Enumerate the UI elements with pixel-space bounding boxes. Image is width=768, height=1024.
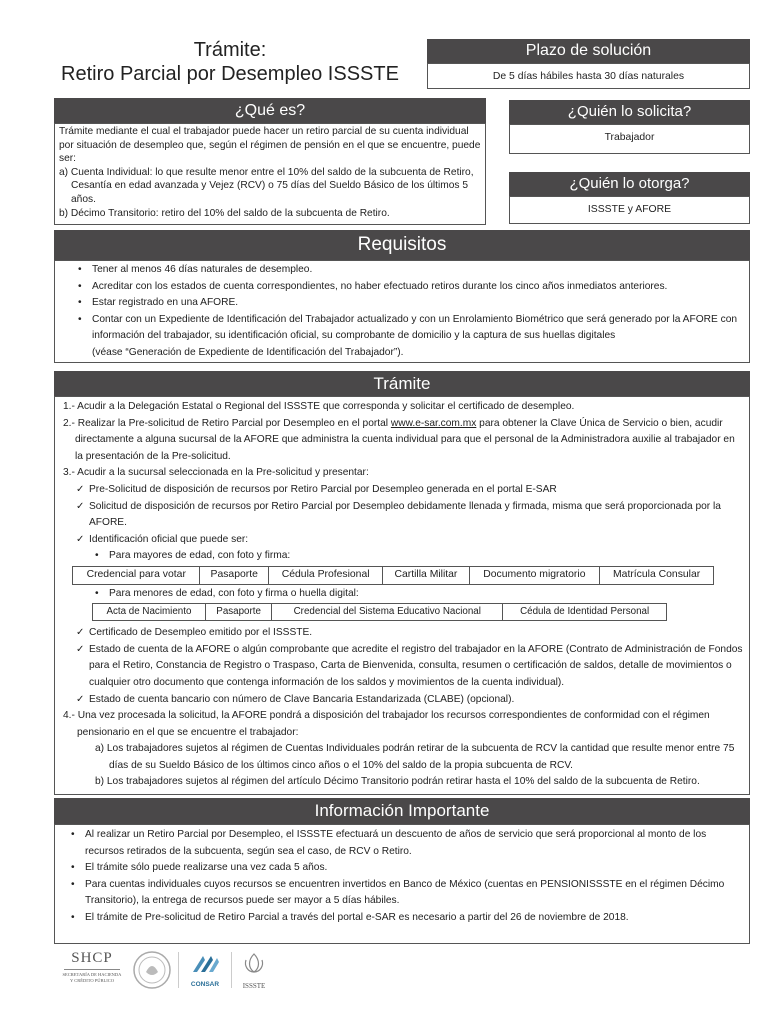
list-item: • El trámite de Pre-solicitud de Retiro Parcial a través del portal e-SAR es necesario a partir del 26 de noviembre de 2018. — [85, 910, 743, 927]
tramite-checks-a — [63, 482, 743, 548]
quien-otorga-header: ¿Quién lo otorga? — [509, 172, 750, 196]
list-item-continuation: (véase “Generación de Expediente de Identificación del Trabajador”). — [92, 346, 404, 358]
tramite-header: Trámite — [54, 371, 750, 396]
table-cell: Documento migratorio — [469, 566, 600, 584]
check-item: ✓ Estado de cuenta de la AFORE o algún comprobante que acredite el registro del trabajador en la AFORE (Contrato de Administración de Fondos para el Retiro, Constancia de Registro o Traspaso, Carta de Bienvenida, consulta, resumen o certificación de saldos, detalle de movimientos o cualquier otro documento que contenga información de los saldos y movimientos de la cuenta individual). — [89, 642, 743, 692]
title-line-2: Retiro Parcial por Desempleo ISSSTE — [61, 63, 399, 85]
tramite-checks-b — [63, 625, 743, 708]
quien-otorga-value: ISSSTE y AFORE — [509, 196, 750, 224]
info-list — [85, 827, 743, 927]
check-item: ✓ Estado de cuenta bancario con número de Clave Bancaria Estandarizada (CLABE) (opcional). — [89, 692, 743, 709]
mayores-label: • Para mayores de edad, con foto y firma: — [109, 548, 743, 565]
info-body — [54, 824, 750, 944]
que-es-item-a: a) Cuenta Individual: lo que resulte menor entre el 10% del saldo de la subcuenta de Retiro, Cesantía en edad avanzada y Vejez (RCV) o 75 días del Sueldo Básico de los últimos 5 años. — [59, 166, 474, 205]
table-cell: Acta de Nacimiento — [93, 603, 206, 621]
info-header: Información Importante — [54, 798, 750, 824]
requisitos-list — [92, 262, 743, 362]
requisitos-body — [54, 260, 750, 363]
tramite-step-4b: b) Los trabajadores sujetos al régimen del artículo Décimo Transitorio podrán retirar hasta el 10% del saldo de la subcuenta de Retiro. — [95, 776, 700, 788]
table-cell: Matrícula Consular — [600, 566, 714, 584]
tramite-step-4: 4.- Una vez procesada la solicitud, la AFORE pondrá a disposición del trabajador los recursos correspondientes de conformidad con el régimen pensionario en el que se encuentre el trabajador: — [63, 710, 710, 738]
table-cell: Pasaporte — [205, 603, 271, 621]
que-es-item-b: b) Décimo Transitorio: retiro del 10% del saldo de la subcuenta de Retiro. — [59, 207, 390, 219]
shcp-logo — [60, 950, 124, 990]
tramite-step-2-pre: 2.- Realizar la Pre-solicitud de Retiro Parcial por Desempleo en el portal — [63, 417, 391, 429]
quien-solicita-value: Trabajador — [509, 124, 750, 154]
que-es-body — [54, 123, 486, 225]
issste-logo — [236, 950, 272, 990]
menores-label: • Para menores de edad, con foto y firma o huella digital: — [109, 586, 743, 603]
mayores-list — [63, 548, 743, 565]
table-cell: Cédula Profesional — [268, 566, 382, 584]
quien-solicita-header: ¿Quién lo solicita? — [509, 100, 750, 124]
table-cell: Pasaporte — [200, 566, 269, 584]
menores-list — [63, 586, 743, 603]
esar-link[interactable]: www.e-sar.com.mx — [390, 417, 477, 429]
que-es-header: ¿Qué es? — [54, 98, 486, 123]
title-line-1: Trámite: — [193, 39, 267, 61]
mexico-seal-icon — [132, 950, 172, 990]
tramite-step-2 — [63, 416, 743, 466]
shcp-logo-text: SHCP — [71, 950, 113, 966]
table-row — [73, 566, 714, 584]
page-title — [60, 38, 400, 86]
docs-menores-table — [92, 603, 667, 622]
list-item: • Tener al menos 46 días naturales de desempleo. — [92, 262, 743, 279]
docs-mayores-table — [72, 566, 714, 585]
plazo-header: Plazo de solución — [427, 39, 750, 63]
table-cell: Cédula de Identidad Personal — [503, 603, 667, 621]
consar-icon — [185, 950, 225, 980]
shcp-logo-sub1: SECRETARÍA DE HACIENDA — [62, 972, 122, 977]
check-item: ✓ Certificado de Desempleo emitido por el ISSSTE. — [89, 625, 743, 642]
tramite-body — [54, 396, 750, 795]
tramite-step-4a: a) Los trabajadores sujetos al régimen de Cuentas Individuales podrán retirar de la subcuenta de RCV la cantidad que resulte menor entre 75 días de su Sueldo Básico de los últimos cinco años o el 10% del saldo de la propia subcuenta de RCV. — [95, 743, 735, 771]
issste-logo-text: ISSSTE — [242, 982, 266, 990]
tramite-step-1: 1.- Acudir a la Delegación Estatal o Regional del ISSSTE que corresponda y solicitar el certificado de desempleo. — [63, 401, 575, 412]
requisitos-header: Requisitos — [54, 230, 750, 260]
table-cell: Credencial para votar — [73, 566, 200, 584]
check-item: ✓ Pre-Solicitud de disposición de recursos por Retiro Parcial por Desempleo generada en el portal E-SAR — [89, 482, 743, 499]
plazo-value: De 5 días hábiles hasta 30 días naturales — [427, 63, 750, 89]
list-item: • Contar con un Expediente de Identificación del Trabajador actualizado y con un Enrolamiento Biométrico que será generado por la AFORE con información del trabajador, su identificación oficial, su comprobante de domicilio y la captura de sus huellas digitales — [92, 312, 743, 345]
table-row — [93, 603, 667, 621]
shcp-logo-sub2: Y CRÉDITO PÚBLICO — [69, 978, 114, 983]
issste-icon — [236, 950, 272, 976]
que-es-intro: Trámite mediante el cual el trabajador puede hacer un retiro parcial de su cuenta individual por situación de desempleo que, según el régimen de pensión en el que se encuentre, puede ser: — [59, 126, 481, 165]
table-cell: Credencial del Sistema Educativo Nacional — [272, 603, 503, 621]
check-item: ✓ Identificación oficial que puede ser: — [89, 532, 743, 549]
list-item: • Estar registrado en una AFORE. — [92, 295, 743, 312]
consar-logo-text: CONSAR — [190, 981, 220, 988]
list-item: • Acreditar con los estados de cuenta correspondientes, no haber efectuado retiros durante los cinco años inmediatos anteriores. — [92, 279, 743, 296]
list-item: • Para cuentas individuales cuyos recursos se encuentren invertidos en Banco de México (cuentas en PENSIONISSSTE en el régimen Décimo Transitorio), la entrega de recursos puede ser mayor a 5 días hábiles. — [85, 877, 743, 910]
list-item: • Al realizar un Retiro Parcial por Desempleo, el ISSSTE efectuará un descuento de años de servicio que será proporcional al monto de los recursos retirados de la subcuenta, según sea el caso, de RCV o Retiro. — [85, 827, 743, 860]
consar-logo — [185, 950, 225, 990]
list-item: • El trámite sólo puede realizarse una vez cada 5 años. — [85, 860, 743, 877]
tramite-step-3: 3.- Acudir a la sucursal seleccionada en la Pre-solicitud y presentar: — [63, 467, 369, 479]
check-item: ✓ Solicitud de disposición de recursos por Retiro Parcial por Desempleo debidamente llenada y firmada, misma que será proporcionada por la AFORE. — [89, 499, 743, 532]
table-cell: Cartilla Militar — [383, 566, 469, 584]
tramite-step-2-post: para obtener la Clave Única de Servicio o bien, acudir directamente a alguna sucursal de la AFORE que administra la cuenta individual para que el personal de la Administradora auxilie al trabajador en la presentación de la Pre-solicitud. — [75, 417, 735, 462]
